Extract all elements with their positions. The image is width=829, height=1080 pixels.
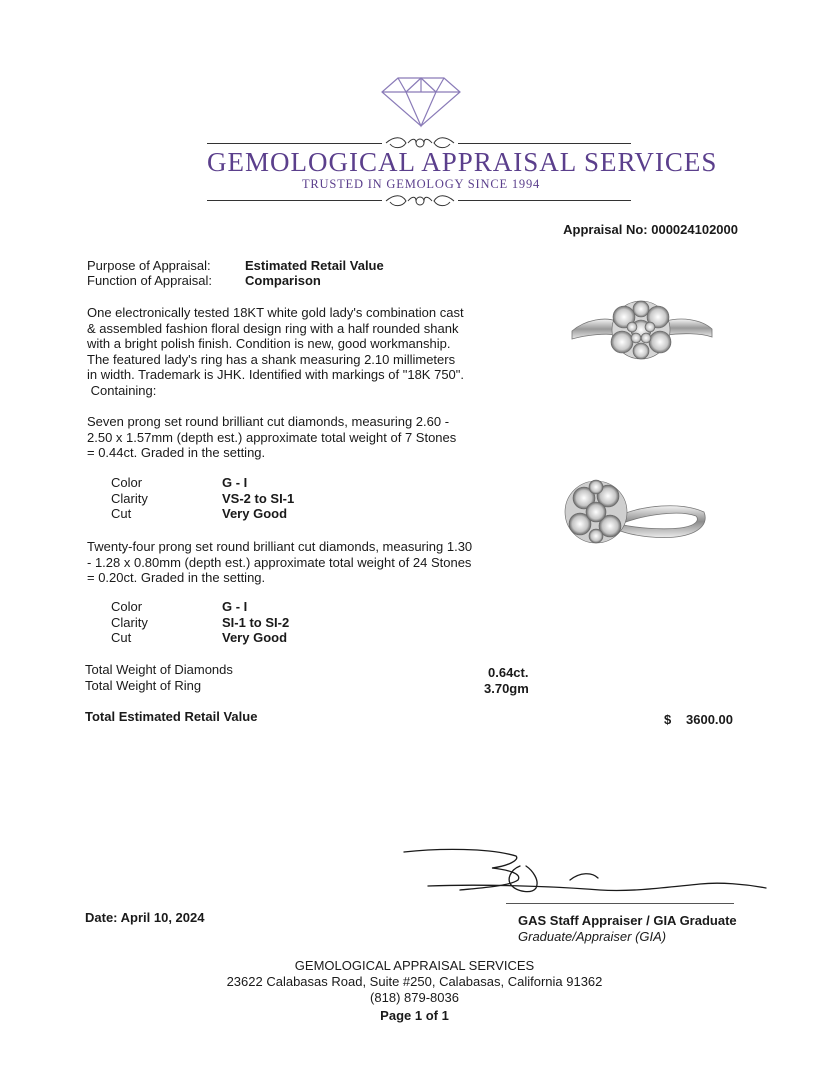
stones-2-grades xyxy=(111,599,289,646)
footer xyxy=(0,958,829,1024)
description-line: The featured lady's ring has a shank measuring 2.10 millimeters xyxy=(87,351,456,367)
total-ring-weight-label: Total Weight of Ring xyxy=(85,678,202,693)
flourish-bottom-icon xyxy=(382,190,458,212)
appraiser-signature xyxy=(400,840,770,910)
description-line: with a bright polish finish. Condition is new, good workmanship. xyxy=(87,336,451,351)
stones-2-description xyxy=(87,539,507,586)
signature-line xyxy=(506,903,734,904)
grade-value: Very Good xyxy=(222,506,288,521)
retail-amount: 3600.00 xyxy=(686,712,733,727)
grade-value: VS-2 to SI-1 xyxy=(222,490,295,506)
description-line: One electronically tested 18KT white gold lady's combination cast xyxy=(87,305,464,320)
function-value: Comparison xyxy=(245,273,321,288)
company-name: GEMOLOGICAL APPRAISAL SERVICES xyxy=(207,147,718,177)
diamond-logo-icon xyxy=(380,76,462,128)
purpose-value: Estimated Retail Value xyxy=(245,258,384,273)
stones-1-description xyxy=(87,414,507,461)
total-diamond-weight-label: Total Weight of Diamonds xyxy=(85,662,233,677)
footer-company: GEMOLOGICAL APPRAISAL SERVICES xyxy=(294,958,535,973)
function-label: Function of Appraisal: xyxy=(87,273,213,288)
description-line: & assembled fashion floral design ring with a half rounded shank xyxy=(87,320,459,336)
grade-label: Cut xyxy=(111,506,132,521)
grade-value: G - I xyxy=(222,475,248,490)
purpose-row xyxy=(87,258,384,274)
description-line: in width. Trademark is JHK. Identified with markings of "18K 750". xyxy=(87,367,465,382)
grade-label: Color xyxy=(111,599,143,614)
stones-2-line: - 1.28 x 0.80mm (depth est.) approximate total weight of 24 Stones xyxy=(87,554,472,570)
grade-label: Cut xyxy=(111,630,132,645)
stones-1-grades xyxy=(111,475,294,522)
grade-label: Clarity xyxy=(111,490,148,506)
appraiser-subtitle: Graduate/Appraiser (GIA) xyxy=(518,929,667,944)
grade-value: SI-1 to SI-2 xyxy=(222,614,290,630)
stones-1-line: Seven prong set round brilliant cut diamonds, measuring 2.60 - xyxy=(87,414,450,429)
retail-value-label: Total Estimated Retail Value xyxy=(85,709,258,724)
ring-description xyxy=(87,305,507,398)
appraiser-title: GAS Staff Appraiser / GIA Graduate xyxy=(518,913,737,928)
ring-photo-front xyxy=(566,295,716,365)
grade-value: G - I xyxy=(222,599,248,614)
grade-label: Color xyxy=(111,475,143,490)
page-number: Page 1 of 1 xyxy=(380,1008,449,1023)
grade-label: Clarity xyxy=(111,614,148,630)
function-row xyxy=(87,273,321,289)
footer-address: 23622 Calabasas Road, Suite #250, Calabasas, California 91362 xyxy=(226,974,603,989)
retail-currency: $ xyxy=(664,712,672,727)
stones-1-line: = 0.44ct. Graded in the setting. xyxy=(87,445,266,460)
total-ring-weight-value: 3.70gm xyxy=(484,681,529,696)
appraisal-date: Date: April 10, 2024 xyxy=(85,910,205,925)
footer-phone: (818) 879-8036 xyxy=(370,990,459,1005)
total-diamond-weight-value: 0.64ct. xyxy=(488,665,529,680)
stones-1-line: 2.50 x 1.57mm (depth est.) approximate total weight of 7 Stones xyxy=(87,429,457,445)
appraisal-number: Appraisal No: 000024102000 xyxy=(563,222,738,237)
company-tagline: TRUSTED IN GEMOLOGY SINCE 1994 xyxy=(301,177,541,191)
ring-photo-side xyxy=(562,474,712,564)
description-line: Containing: xyxy=(87,382,157,398)
stones-2-line: = 0.20ct. Graded in the setting. xyxy=(87,570,266,585)
stones-2-line: Twenty-four prong set round brilliant cut diamonds, measuring 1.30 xyxy=(87,539,473,554)
grade-value: Very Good xyxy=(222,630,288,645)
purpose-label: Purpose of Appraisal: xyxy=(87,258,211,273)
